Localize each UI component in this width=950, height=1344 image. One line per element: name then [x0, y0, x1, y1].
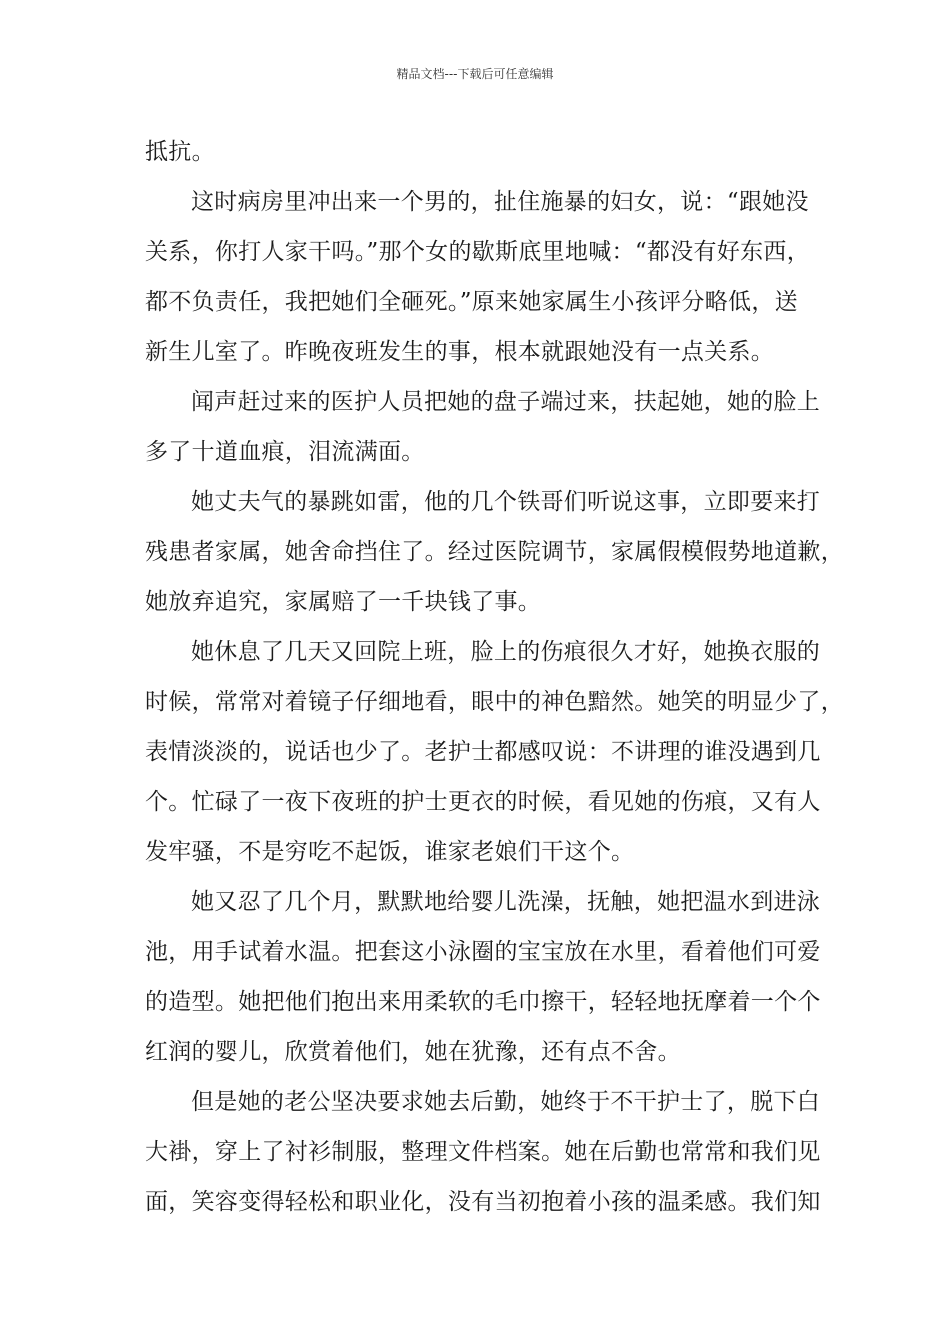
text-line: 她又忍了几个月，默默地给婴儿洗澡，抚触，她把温水到进泳 [191, 889, 821, 915]
paragraph [145, 177, 835, 377]
text-line: 时候，常常对着镜子仔细地看，眼中的神色黯然。她笑的明显少了， [145, 689, 844, 715]
text-line: 的造型。她把他们抱出来用柔软的毛巾擦干，轻轻地抚摩着一个个 [145, 989, 821, 1015]
paragraph [145, 627, 844, 877]
text-line: 闻声赶过来的医护人员把她的盘子端过来，扶起她，她的脸上 [191, 389, 821, 415]
paragraph [145, 877, 835, 1077]
text-line: 红润的婴儿，欣赏着他们，她在犹豫，还有点不舍。 [145, 1039, 681, 1065]
text-line: 这时病房里冲出来一个男的，扯住施暴的妇女，说：“跟她没 [191, 189, 809, 215]
text-line: 残患者家属，她舍命挡住了。经过医院调节，家属假模假势地道歉， [145, 539, 844, 565]
text-line: 关系，你打人家干吗。”那个女的歇斯底里地喊：“都没有好东西， [145, 239, 811, 265]
text-line: 大褂，穿上了衬衫制服，整理文件档案。她在后勤也常常和我们见 [145, 1139, 821, 1165]
paragraph [145, 377, 835, 477]
text-line: 她休息了几天又回院上班，脸上的伤痕很久才好，她换衣服的 [191, 639, 821, 665]
document-body [145, 127, 844, 1227]
text-line: 但是她的老公坚决要求她去后勤，她终于不干护士了，脱下白 [191, 1089, 821, 1115]
text-line: 表情淡淡的，说话也少了。老护士都感叹说：不讲理的谁没遇到几 [145, 739, 821, 765]
text-line: 她丈夫气的暴跳如雷，他的几个铁哥们听说这事，立即要来打 [191, 489, 821, 515]
paragraph [145, 127, 835, 177]
text-line: 抵抗。 [145, 139, 215, 165]
text-line: 她放弃追究，家属赔了一千块钱了事。 [145, 589, 542, 615]
paragraph [145, 1077, 835, 1227]
text-line: 发牢骚，不是穷吃不起饭，谁家老娘们干这个。 [145, 839, 635, 865]
text-line: 个。忙碌了一夜下夜班的护士更衣的时候，看见她的伤痕，又有人 [145, 789, 821, 815]
page-header: 精品文档---下载后可任意编辑 [396, 67, 554, 81]
text-line: 池，用手试着水温。把套这小泳圈的宝宝放在水里，看着他们可爱 [145, 939, 821, 965]
text-line: 都不负责任，我把她们全砸死。”原来她家属生小孩评分略低，送 [145, 289, 798, 315]
paragraph [145, 477, 844, 627]
text-line: 多了十道血痕，泪流满面。 [145, 439, 425, 465]
text-line: 新生儿室了。昨晚夜班发生的事，根本就跟她没有一点关系。 [145, 339, 775, 365]
text-line: 面，笑容变得轻松和职业化，没有当初抱着小孩的温柔感。我们知 [145, 1189, 821, 1215]
